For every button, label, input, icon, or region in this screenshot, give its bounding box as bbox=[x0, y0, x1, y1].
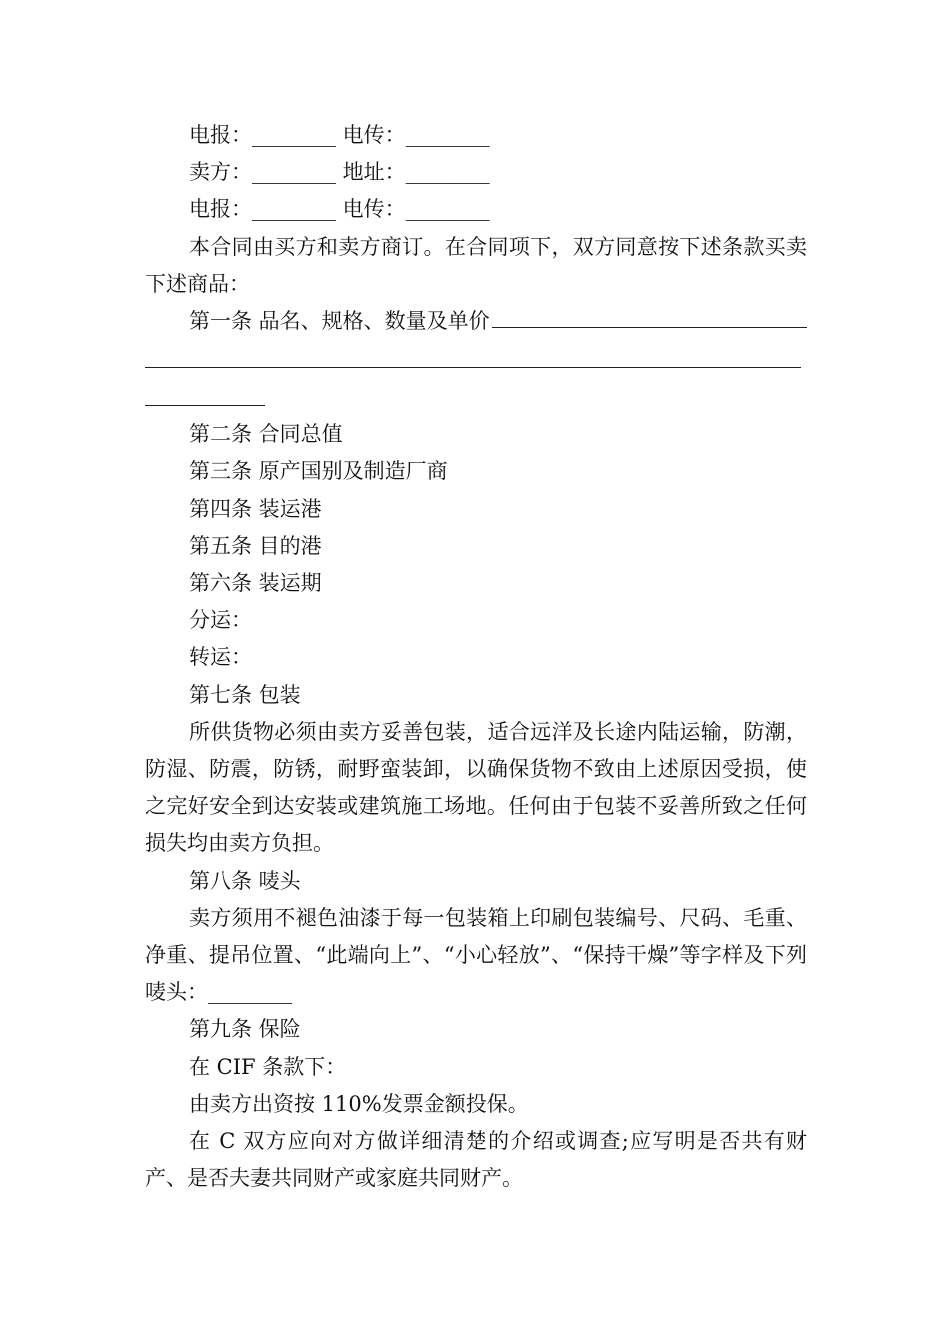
packing-text: 所供货物必须由卖方妥善包装，适合远洋及长途内陆运输，防潮，防湿、防震，防锈，耐野蛮装卸，以确保货物不致由上述原因受损，使之完好安全到达安装或建筑施工场地。任何由于包装不妥善所致之任何损失均由卖方负担。 bbox=[145, 719, 807, 856]
article-9: 第九条 保险 bbox=[189, 1017, 301, 1042]
article-8: 第八条 唛头 bbox=[189, 868, 301, 893]
article-6: 第六条 装运期 bbox=[189, 571, 322, 596]
blank-line-2 bbox=[145, 378, 265, 406]
article-2: 第二条 合同总值 bbox=[189, 422, 343, 447]
contract-document bbox=[145, 117, 807, 1197]
article-4: 第四条 装运港 bbox=[189, 496, 322, 521]
line-telegram-1: 电报：________ 电传：________ bbox=[189, 123, 490, 147]
blank-line-1 bbox=[145, 340, 801, 368]
line-seller: 卖方：________ 地址：________ bbox=[189, 160, 490, 185]
insurance-cif: 在 CIF 条款下： bbox=[189, 1054, 347, 1079]
article-1 bbox=[145, 303, 807, 340]
article-5: 第五条 目的港 bbox=[189, 533, 322, 558]
article-7: 第七条 包装 bbox=[189, 682, 301, 707]
partial-shipment: 分运： bbox=[189, 608, 252, 633]
investigation-text: 在 C 双方应向对方做详细清楚的介绍或调查;应写明是否共有财产、是否夫妻共同财产或家庭共同财产。 bbox=[145, 1129, 807, 1191]
insurance-amount: 由卖方出资按 110%发票金额投保。 bbox=[189, 1091, 529, 1116]
marks-text: 卖方须用不褪色油漆于每一包装箱上印刷包装编号、尺码、毛重、净重、提吊位置、“此端向上”、“小心轻放”、“保持干燥”等字样及下列唛头：________ bbox=[145, 905, 807, 1005]
line-telegram-2: 电报：________ 电传：________ bbox=[189, 197, 490, 222]
transshipment: 转运： bbox=[189, 645, 252, 670]
contract-intro: 本合同由买方和卖方商订。在合同项下，双方同意按下述条款买卖下述商品： bbox=[145, 234, 807, 296]
article-1-blank bbox=[492, 303, 807, 328]
article-3: 第三条 原产国别及制造厂商 bbox=[189, 459, 448, 484]
article-1-label: 第一条 品名、规格、数量及单价 bbox=[189, 309, 490, 334]
